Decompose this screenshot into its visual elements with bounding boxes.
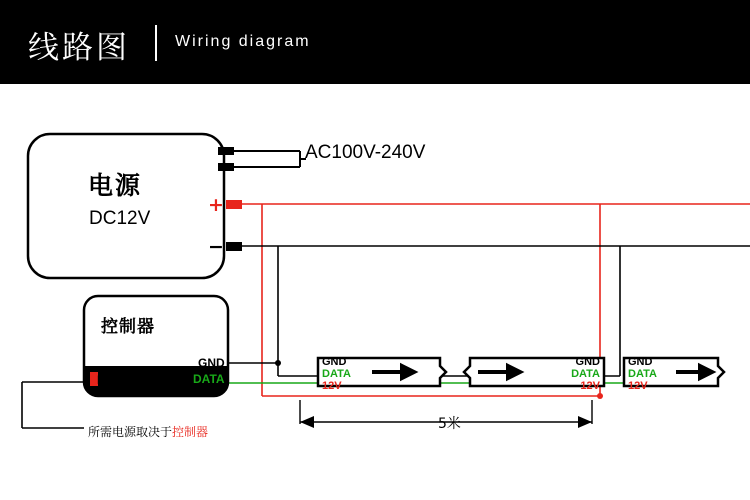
negative-symbol: −: [208, 236, 224, 258]
strip-1-pin-labels: [322, 356, 351, 392]
strip-3-12v: 12V: [628, 380, 648, 392]
page-title-en: Wiring diagram: [175, 33, 311, 50]
strip-1-gnd: GND: [322, 356, 347, 368]
power-supply-body: [28, 134, 224, 278]
controller-name: 控制器: [101, 317, 155, 337]
power-note-highlight: 控制器: [172, 425, 209, 439]
page-header: [0, 0, 750, 84]
controller-gnd-label: GND: [198, 356, 225, 370]
controller-power-label: POWER: [97, 373, 143, 387]
positive-junction-dot: [597, 393, 603, 399]
strip-3-pin-labels: [628, 356, 657, 392]
controller-data-label: DATA: [193, 372, 225, 386]
strip-1-12v: 12V: [322, 380, 342, 392]
power-note-prefix: 所需电源取决于: [88, 425, 173, 439]
strip-1-data: DATA: [322, 368, 351, 380]
power-supply-name: 电源: [88, 171, 143, 200]
strip-2-data: DATA: [571, 368, 600, 380]
strip-2-12v: 12V: [580, 380, 600, 392]
ac-terminal-2: [218, 163, 234, 171]
strip-length-label: 5米: [438, 416, 461, 432]
dc-negative-terminal: [226, 242, 242, 251]
power-supply-model: DC12V: [89, 208, 151, 229]
page-title-cn: 线路图: [28, 30, 130, 66]
positive-symbol: +: [208, 194, 224, 216]
strip-2-pin-labels: [540, 356, 600, 392]
ac-input-label: AC100V-240V: [305, 142, 426, 163]
strip-3-data: DATA: [628, 368, 657, 380]
dc-positive-terminal: [226, 200, 242, 209]
strip-3-gnd: GND: [628, 356, 653, 368]
strip-2-gnd: GND: [575, 356, 600, 368]
ground-junction-dot: [275, 360, 281, 366]
ac-terminal-1: [218, 147, 234, 155]
power-note: [88, 423, 208, 440]
header-divider: [155, 25, 157, 61]
